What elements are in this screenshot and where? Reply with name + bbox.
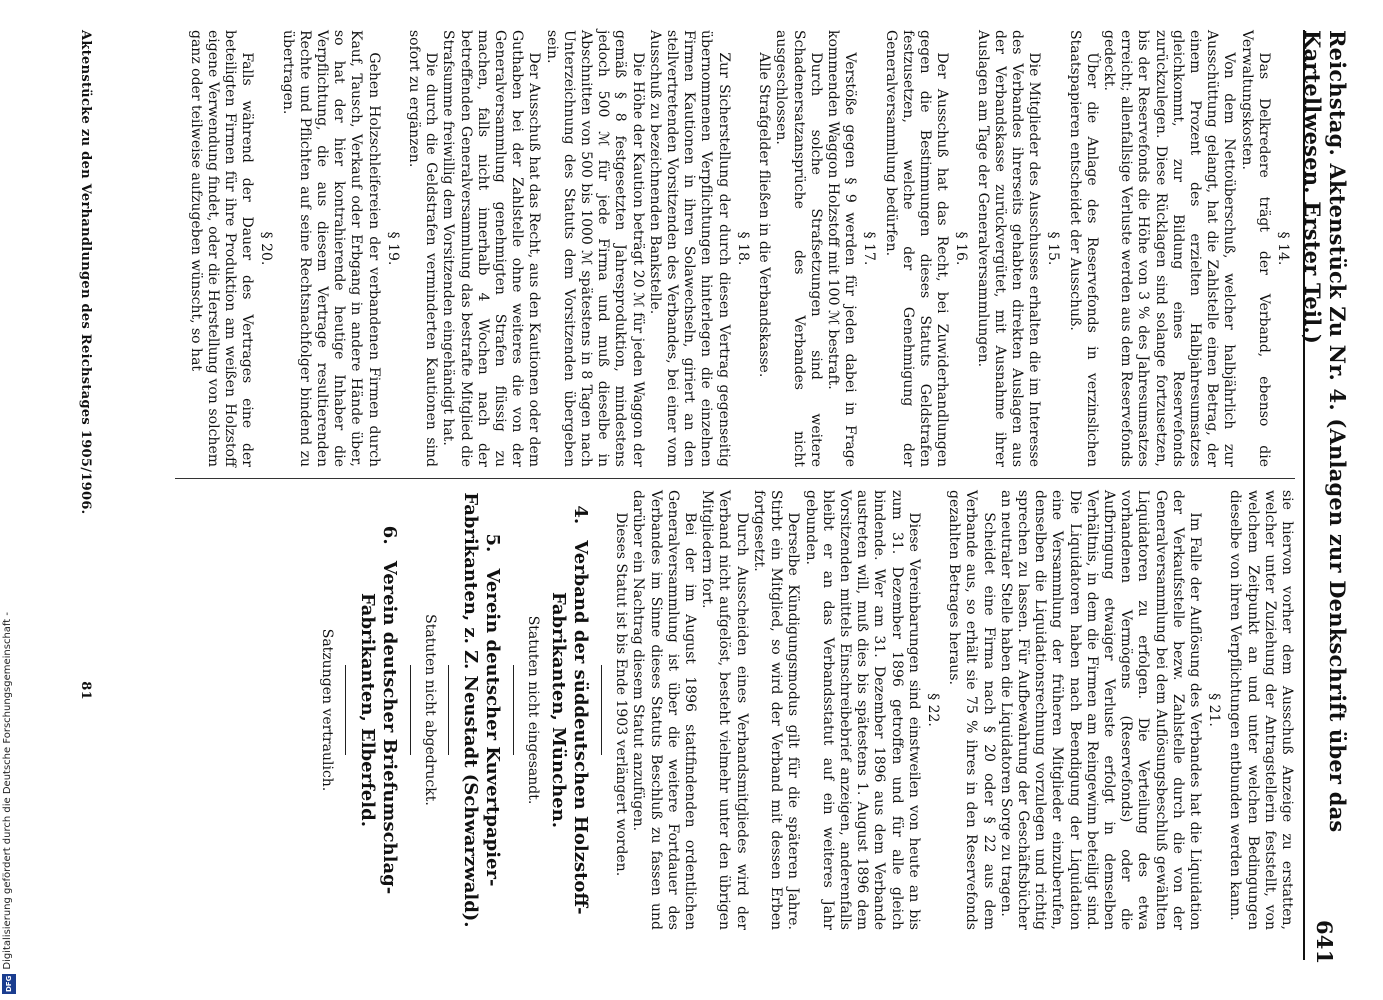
- header-page-number: 641: [1312, 920, 1338, 965]
- heading-text: Verein deutscher Kuvertpapier-Fabrikanten, z. Z. Neustadt (Schwarzwald).: [459, 492, 503, 928]
- section-14-title: § 14.: [1275, 231, 1291, 266]
- section-15-title: § 15.: [1045, 231, 1062, 266]
- paragraph: Gehen Holzschleifereien der verbandenen Firmen durch Kauf, Tausch, Verkauf oder Erbgang in andere Hände über, so hat der hier kontrahierende heutige Inhaber die Verpflichtung, die aus diesem Vertrage resultierenden Rechte und Pflichten auf seine Rechtsnachfolger bindend zu übertragen.: [279, 30, 382, 467]
- heading-note: Statuten nicht eingesandt.: [525, 615, 542, 805]
- section-22-title: § 22.: [924, 693, 941, 727]
- divider: [410, 665, 411, 755]
- section-16-title: § 16.: [953, 231, 970, 266]
- heading-number: 5.: [481, 533, 503, 553]
- divider: [345, 665, 346, 755]
- paragraph: Über die Anlage des Reservefonds in verzinslichen Staatspapieren entscheidet der Ausschuß.: [1066, 30, 1100, 467]
- header-title: Reichstag. Aktenstück Zu Nr. 4. (Anlagen zur Denkschrift über das Kartellwesen. Erster Teil.): [1300, 30, 1350, 833]
- paragraph: Falls während der Dauer des Vertrages eine der beteiligten Firmen für ihre Produktion am weißen Holzstoff eigene Verwendung findet, oder die Herstellung von solchem ganz oder teilweise aufzugeben wünscht, so hat: [187, 30, 256, 467]
- paragraph: Dieses Statut ist bis Ende 1903 verlängert worden.: [613, 512, 630, 877]
- page-footer: [78, 30, 93, 960]
- paragraph: Durch solche Strafsetzungen sind weitere Schadenersatzansprüche des Verbandes nicht ausgeschlossen.: [773, 30, 824, 467]
- right-column: [313, 490, 1295, 930]
- paragraph: Zur Sicherstellung der durch diesen Vertrag gegenseitig übernommenen Verpflichtungen hinterlegen die einzelnen Firmen Kautionen in ihren Solawechseln, giriert an den stellvertretenden Vorsitzenden des Verbandes, bei einer vom Ausschuß zu bezeichnenden Bankstelle.: [646, 30, 732, 467]
- divider: [448, 665, 449, 755]
- heading-text: Verband der süddeutschen Holzstoff-Fabrikanten, München.: [548, 540, 592, 915]
- heading-note: Statuten nicht abgedruckt.: [421, 614, 438, 806]
- section-19-title: § 19.: [384, 231, 401, 266]
- digitization-note: [0, 0, 20, 1000]
- paragraph: Verstöße gegen § 9 werden für jeden dabei in Frage kommenden Waggon Holzstoff mit 100 ℳ bestraft.: [824, 30, 859, 467]
- paragraph: Scheidet eine Firma nach § 20 oder § 22 aus dem Verbande aus, so erhält sie 75 % ihres in den Reservefonds gezahlten Betrages heraus.: [946, 490, 997, 930]
- paragraph: Derselbe Kündigungsmodus gilt für die späteren Jahre. Stirbt ein Mitglied, so wird der Verband mit dessen Erben fortgesetzt.: [750, 490, 802, 930]
- heading-text: Verein deutscher Briefumschlag-Fabrikanten, Elberfeld.: [356, 560, 400, 895]
- section-20-title: § 20.: [258, 231, 275, 266]
- column-divider: [175, 478, 1295, 479]
- heading-4: [547, 490, 591, 930]
- paragraph: Die Mitglieder des Ausschusses erhalten die im Interesse des Verbandes ihrerseits gehabten direkten Auslagen aus der Verbandskasse zurückvergütet, mit Ausnahme ihrer Auslagen am Tage der Generalversammlungen.: [974, 30, 1043, 467]
- paragraph: Bei der im August 1896 stattfindenden ordentlichen Generalversammlung ist über die weitere Fortdauer des Verbandes im Sinne dieses Statuts Beschluß zu fassen und darüber ein Nachtrag diesem Statut anzufügen.: [630, 490, 699, 930]
- heading-number: 6.: [378, 525, 400, 545]
- footer-text: Aktenstücke zu den Verhandlungen des Reichstages 1905/1906.: [78, 30, 93, 515]
- divider: [513, 665, 514, 755]
- paragraph: Das Delkredere trägt der Verband, ebenso die Verwaltungskosten.: [1238, 30, 1272, 467]
- paragraph: Diese Vereinbarungen sind einstweilen von heute an bis zum 31. Dezember 1896 getroffen und für alle gleich bindende. Wer am 31. Dezember 1896 aus dem Verbande austreten will, muß dies bis spätestens 1. August 1896 dem Vorsitzenden mittels Einschreibebrief anzeigen, anderenfalls bleibt er an das Verbandsstatut auf ein weiteres Jahr gebunden.: [802, 490, 922, 930]
- heading-5: [459, 490, 503, 930]
- paragraph: Die durch die Geldstrafen verminderten Kautionen sind sofort zu ergänzen.: [406, 30, 440, 467]
- section-18-title: § 18.: [734, 231, 751, 266]
- divider: [601, 665, 602, 755]
- footer-page-number: 81: [78, 681, 93, 700]
- paragraph: Im Falle der Auflösung des Verbandes hat die Liquidation der Verkaufsstelle bezw. Zahlstelle durch die von der Generalversammlung bei dem Auflösungsbeschluß gewählten Liquidatoren zu erfolgen. Die Verteilung des etwa vorhandenen Vermögens (Reservefonds) oder die Aufbringung etwaiger Verluste erfolgt in demselben Verhältnis, in dem die Firmen am Reingewinn beteiligt sind. Die Liquidatoren haben nach Beendigung der Liquidation eine Versammlung der früheren Mitglieder einzuberufen, denselben die Liquidationsrechnung vorzulegen und richtig sprechen zu lassen. Für Aufbewahrung der Geschäftsbücher an neutraler Stelle haben die Liquidatoren Sorge zu tragen.: [997, 490, 1203, 930]
- heading-6: [356, 490, 400, 930]
- heading-note: Satzungen vertraulich.: [318, 628, 335, 792]
- paragraph: sie hiervon vorher dem Ausschuß Anzeige zu erstatten, welcher unter Zuziehung der Antragstellerin feststellt, von welchem Zeitpunkt an und unter welchen Bedingungen dieselbe von ihren Verpflichtungen entbunden werden kann.: [1227, 490, 1295, 930]
- section-21-title: § 21.: [1206, 693, 1223, 727]
- left-column: [186, 30, 1295, 467]
- paragraph: Durch Ausscheiden eines Verbandsmitgliedes wird der Verband nicht aufgelöst, besteht vielmehr unter den übrigen Mitgliedern fort.: [699, 490, 750, 930]
- paragraph: Der Ausschuß hat das Recht, bei Zuwiderhandlungen gegen die Bestimmungen dieses Statuts Geldstrafen festzusetzen, welche der Genehmigung der Generalversammlung bedürfen.: [882, 30, 951, 467]
- paragraph: Die Höhe der Kaution beträgt 20 ℳ für jeden Waggon der gemäß § 8 festgesetzten Jahresproduktion, mindestens jedoch 500 ℳ für jede Firma und muß dieselbe in Abschnitten von 500 bis 1000 ℳ spätestens in 8 Tagen nach Unterzeichnung des Statuts dem Vorsitzenden übergeben sein.: [543, 30, 646, 467]
- page-header: [1300, 30, 1350, 965]
- dfg-logo-icon: DFG: [2, 974, 16, 994]
- heading-number: 4.: [570, 505, 592, 525]
- paragraph: Alle Strafgelder fließen in die Verbandskasse.: [756, 52, 773, 378]
- section-17-title: § 17.: [861, 231, 878, 266]
- digitization-text: Digitalisierung gefördert durch die Deutsche Forschungsgemeinschaft -: [2, 612, 13, 970]
- paragraph: Von dem Nettoüberschuß, welcher halbjährlich zur Ausschüttung gelangt, hat die Zahlstelle einen Betrag, der einem Prozent des erzielten Halbjahresumsatzes gleichkommt, zur Bildung eines Reservefonds zurückzulegen. Diese Rücklagen sind solange fortzusetzen, bis der Reservefonds die Höhe von 3 % des Jahresumsatzes erreicht; allenfallsige Verluste werden aus dem Reservefonds gedeckt.: [1100, 30, 1238, 467]
- paragraph: Der Ausschuß hat das Recht, aus den Kautionen oder dem Guthaben bei der Zahlstelle ohne weiteres die von der Generalversammlung genehmigten Strafen flüssig zu machen, falls nicht innerhalb 4 Wochen nach der betreffenden Generalversammlung das bestrafte Mitglied die Strafsumme freiwillig dem Vorsitzenden eingehändigt hat.: [440, 30, 543, 467]
